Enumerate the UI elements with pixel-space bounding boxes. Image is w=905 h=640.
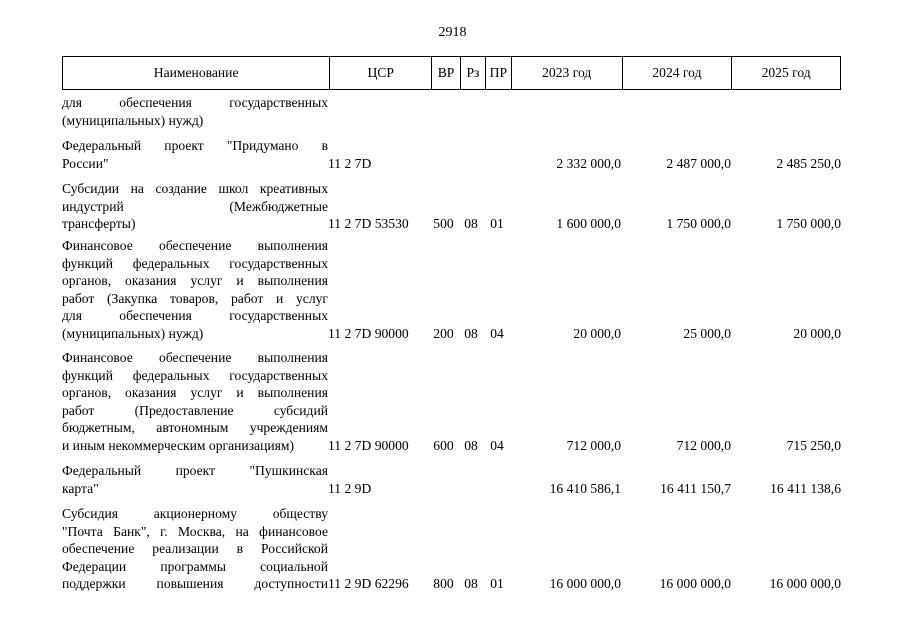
row-name-line: "Почта Банк", г. Москва, на финансовое <box>62 523 328 539</box>
cell-y2023: 16 000 000,0 <box>549 576 621 591</box>
cell-csr: 11 2 7D 53530 <box>328 216 409 231</box>
header-name: Наименование <box>153 65 239 80</box>
row-name-line: органов, оказания услуг и выполнения <box>62 273 328 288</box>
row-name-line: для обеспечения государственных <box>62 308 328 323</box>
row-name-line: Субсидии на создание школ креативных <box>62 181 328 196</box>
cell-pr: 04 <box>490 437 504 453</box>
row-name-line: Финансовое обеспечение выполнения <box>62 350 328 365</box>
row-name-line: поддержки повышения доступности <box>62 576 328 591</box>
cell-vr: 800 <box>433 576 454 591</box>
row-name-line: Субсидия акционерному обществу <box>62 506 328 521</box>
cell-y2023: 1 600 000,0 <box>556 216 621 231</box>
row-name-line: органов, оказания услуг и выполнения <box>62 385 328 400</box>
cell-pr: 04 <box>490 325 504 341</box>
row-name-line: карта" <box>62 480 99 496</box>
cell-y2024: 712 000,0 <box>676 437 731 453</box>
row-name-line: Финансовое обеспечение выполнения <box>62 238 328 253</box>
cell-rz: 08 <box>464 325 478 341</box>
row-name <box>62 505 328 593</box>
cell-y2024: 25 000,0 <box>683 325 731 341</box>
row-name <box>62 137 328 172</box>
cell-y2025: 20 000,0 <box>793 325 841 341</box>
cell-pr: 01 <box>490 576 504 591</box>
header-pr: ПР <box>485 57 511 89</box>
cell-y2025: 1 750 000,0 <box>776 216 841 231</box>
header-2025: 2025 год <box>731 57 840 89</box>
cell-y2024: 16 411 150,7 <box>660 480 731 496</box>
table-header <box>62 56 841 90</box>
row-name <box>62 462 328 497</box>
header-2023: 2023 год <box>511 57 622 89</box>
header-2024: 2024 год <box>622 57 732 89</box>
cell-y2025: 2 485 250,0 <box>776 155 841 171</box>
row-name-line: Федерации программы социальной <box>62 558 328 574</box>
cell-y2025: 16 411 138,6 <box>770 480 841 496</box>
row-name-line: для обеспечения государственных <box>62 95 328 110</box>
header-rz: Рз <box>460 57 485 89</box>
cell-y2023: 16 410 586,1 <box>549 480 621 496</box>
page-number: 2918 <box>438 25 467 40</box>
row-name <box>62 237 328 342</box>
cell-csr: 11 2 7D 90000 <box>328 325 409 341</box>
cell-csr: 11 2 9D 62296 <box>328 576 409 591</box>
cell-y2024: 2 487 000,0 <box>666 155 731 171</box>
row-name-line: работ (Закупка товаров, работ и услуг <box>62 290 328 306</box>
header-csr: ЦСР <box>329 57 431 89</box>
row-name <box>62 94 328 129</box>
header-vr: ВР <box>431 57 460 89</box>
cell-vr: 500 <box>433 216 454 231</box>
cell-csr: 11 2 7D <box>328 155 372 171</box>
cell-vr: 600 <box>433 437 454 453</box>
cell-y2025: 16 000 000,0 <box>769 576 841 591</box>
row-name-line: работ (Предоставление субсидий <box>62 402 328 418</box>
cell-y2025: 715 250,0 <box>786 437 841 453</box>
cell-y2023: 2 332 000,0 <box>556 155 621 171</box>
row-name-line: обеспечение реализации в Российской <box>62 541 328 556</box>
row-name-line: (муниципальных) нужд) <box>62 112 204 128</box>
cell-rz: 08 <box>464 437 478 453</box>
cell-rz: 08 <box>464 576 478 591</box>
cell-csr: 11 2 9D <box>328 480 372 496</box>
row-name-line: Федеральный проект "Придумано в <box>62 138 328 153</box>
cell-y2024: 1 750 000,0 <box>666 216 731 231</box>
cell-rz: 08 <box>464 216 478 231</box>
row-name-line: Федеральный проект "Пушкинская <box>62 463 328 478</box>
row-name-line: трансферты) <box>62 216 136 231</box>
cell-csr: 11 2 7D 90000 <box>328 437 409 453</box>
row-name-line: бюджетным, автономным учреждениям <box>62 420 328 435</box>
row-name <box>62 349 328 454</box>
row-name <box>62 180 328 233</box>
cell-y2024: 16 000 000,0 <box>659 576 731 591</box>
cell-y2023: 20 000,0 <box>573 325 621 341</box>
row-name-line: (муниципальных) нужд) <box>62 325 204 341</box>
cell-y2023: 712 000,0 <box>566 437 621 453</box>
row-name-line: функций федеральных государственных <box>62 367 328 383</box>
row-name-line: и иным некоммерческим организациям) <box>62 437 295 453</box>
cell-pr: 01 <box>490 216 504 231</box>
row-name-line: России" <box>62 155 109 171</box>
row-name-line: индустрий (Межбюджетные <box>62 198 328 214</box>
cell-vr: 200 <box>433 325 454 341</box>
row-name-line: функций федеральных государственных <box>62 255 328 271</box>
